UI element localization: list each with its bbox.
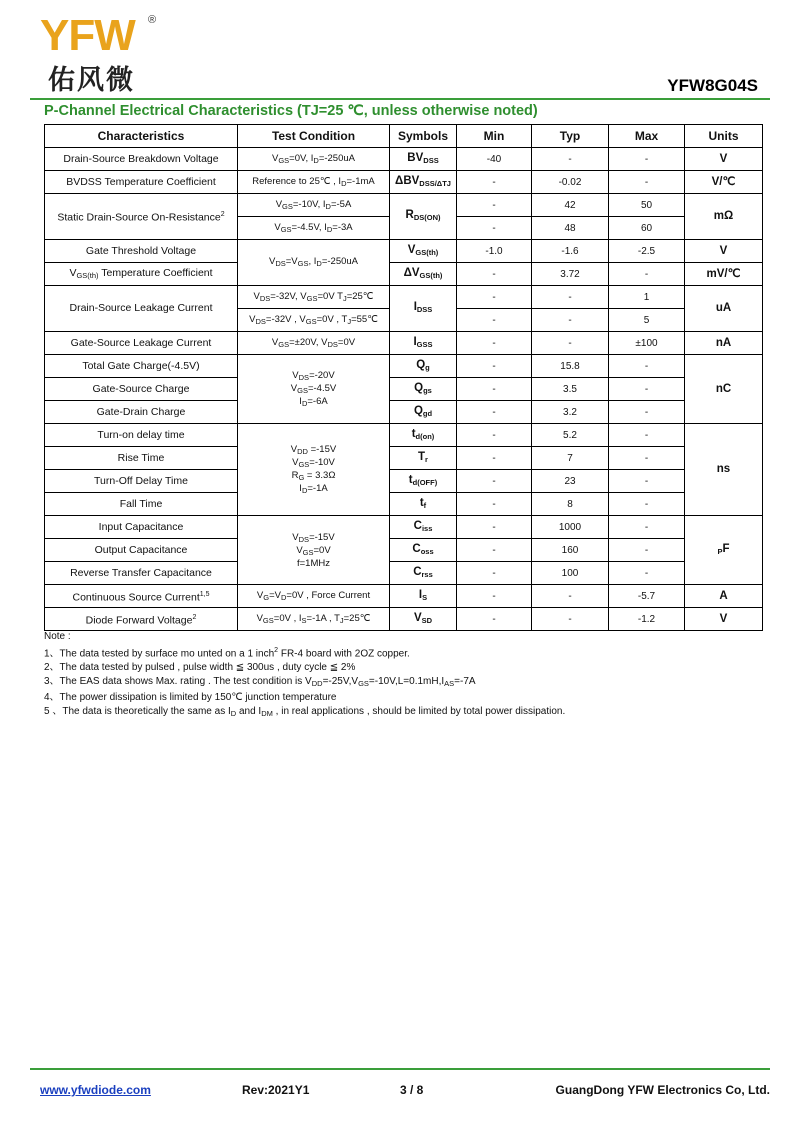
typ-cell: -1.6 [532, 240, 609, 263]
typ-cell: 15.8 [532, 355, 609, 378]
table-row [45, 194, 763, 217]
typ-cell: 5.2 [532, 424, 609, 447]
max-cell: - [609, 424, 685, 447]
condition-cell: $V_{GS}=-4.5V$, $I_D=-3A$ [238, 217, 390, 240]
characteristic-cell: Total Gate Charge(-4.5V) [45, 355, 238, 378]
min-cell: - [457, 447, 532, 470]
note-line: 2、The data tested by pulsed , pulse width ≦ 300us , duty cycle ≦ 2% [44, 662, 356, 674]
max-cell: -5.7 [609, 585, 685, 608]
max-cell: - [609, 516, 685, 539]
unit-cell: nA [685, 332, 763, 355]
unit-cell: $_P$F [685, 516, 763, 585]
col-header: Max [609, 125, 685, 148]
max-cell: - [609, 562, 685, 585]
characteristic-cell: Diode Forward Voltage$^2$ [45, 608, 238, 631]
typ-cell: 100 [532, 562, 609, 585]
symbol-cell: $\Delta V_{GS(th)}$ [390, 263, 457, 286]
min-cell: - [457, 217, 532, 240]
unit-cell: uA [685, 286, 763, 332]
symbol-cell: $V_{GS(th)}$ [390, 240, 457, 263]
min-cell: - [457, 470, 532, 493]
max-cell: - [609, 539, 685, 562]
symbol-cell: $BV_{DSS}$ [390, 148, 457, 171]
characteristics-table [44, 124, 763, 631]
condition-cell: $V_{GS}=\pm 20V$, $V_{DS}=0V$ [238, 332, 390, 355]
typ-cell: 7 [532, 447, 609, 470]
symbol-cell: $T_r$ [390, 447, 457, 470]
symbol-cell: $V_{SD}$ [390, 608, 457, 631]
col-header: Symbols [390, 125, 457, 148]
typ-cell: -0.02 [532, 171, 609, 194]
unit-cell: V [685, 148, 763, 171]
symbol-cell: $I_{GSS}$ [390, 332, 457, 355]
min-cell: - [457, 424, 532, 447]
condition-cell: $V_{GS}=0V$ , $I_S=-1A$ , $T_J=25℃$ [238, 608, 390, 631]
unit-cell: mΩ [685, 194, 763, 240]
col-header: Test Condition [238, 125, 390, 148]
min-cell: -1.0 [457, 240, 532, 263]
unit-cell: V [685, 608, 763, 631]
unit-cell: A [685, 585, 763, 608]
characteristic-cell: Rise Time [45, 447, 238, 470]
typ-cell: - [532, 148, 609, 171]
part-number: YFW8G04S [667, 76, 758, 95]
logo-chinese: 佑风微 [48, 65, 135, 96]
symbol-cell: $t_{d(OFF)}$ [390, 470, 457, 493]
registered-mark: ® [148, 14, 157, 26]
condition-cell: $V_{DS}=-15V$ $V_{GS}=0V$ f=1MHz [238, 516, 390, 585]
notes-section [44, 630, 565, 721]
typ-cell: - [532, 286, 609, 309]
min-cell: - [457, 539, 532, 562]
symbol-cell: $Q_{gs}$ [390, 378, 457, 401]
symbol-cell: $C_{rss}$ [390, 562, 457, 585]
max-cell: -1.2 [609, 608, 685, 631]
condition-cell: $V_{GS}=-10V$, $I_D=-5A$ [238, 194, 390, 217]
table-row [45, 470, 763, 493]
characteristic-cell: $V_{GS(th)}$ Temperature Coefficient [45, 263, 238, 286]
symbol-cell: $C_{iss}$ [390, 516, 457, 539]
min-cell: - [457, 516, 532, 539]
typ-cell: - [532, 309, 609, 332]
unit-cell: nC [685, 355, 763, 424]
col-header: Characteristics [45, 125, 238, 148]
page-number: 3 / 8 [400, 1083, 424, 1097]
condition-cell: $V_{DS}=-32V$, $V_{GS}=0V$ $T_J=25℃$ [238, 286, 390, 309]
max-cell: 1 [609, 286, 685, 309]
col-header: Min [457, 125, 532, 148]
min-cell: - [457, 171, 532, 194]
table-row [45, 263, 763, 286]
max-cell: -2.5 [609, 240, 685, 263]
typ-cell: 23 [532, 470, 609, 493]
col-header: Units [685, 125, 763, 148]
table-row [45, 148, 763, 171]
website-link[interactable]: www.yfwdiode.com [40, 1083, 151, 1097]
max-cell: - [609, 493, 685, 516]
min-cell: - [457, 286, 532, 309]
min-cell: - [457, 332, 532, 355]
table-row [45, 493, 763, 516]
condition-cell: Reference to 25℃ , $I_D=-1mA$ [238, 171, 390, 194]
unit-cell: V/℃ [685, 171, 763, 194]
condition-cell: $V_{DS}=-20V$ $V_{GS}=-4.5V$ $I_D=-6A$ [238, 355, 390, 424]
symbol-cell: $C_{oss}$ [390, 539, 457, 562]
characteristic-cell: Static Drain-Source On-Resistance$^2$ [45, 194, 238, 240]
symbol-cell: $\Delta BV_{DSS/\Delta TJ}$ [390, 171, 457, 194]
characteristic-cell: Gate-Drain Charge [45, 401, 238, 424]
unit-cell: ns [685, 424, 763, 516]
table-row [45, 355, 763, 378]
table-header-row [45, 125, 763, 148]
unit-cell: mV/℃ [685, 263, 763, 286]
symbol-cell: $R_{DS(ON)}$ [390, 194, 457, 240]
characteristic-cell: Gate Threshold Voltage [45, 240, 238, 263]
min-cell: - [457, 493, 532, 516]
section-title: P-Channel Electrical Characteristics (TJ=25 ℃, unless otherwise noted) [44, 103, 538, 119]
min-cell: - [457, 263, 532, 286]
table-row [45, 424, 763, 447]
characteristic-cell: Turn-on delay time [45, 424, 238, 447]
table-row [45, 585, 763, 608]
logo-letters: YFW [40, 11, 135, 60]
characteristic-cell: Fall Time [45, 493, 238, 516]
condition-cell: $V_{DD} =-15V$ $V_{GS}=-10V$ $R_G = 3.3\Omega$ $I_D=-1A$ [238, 424, 390, 516]
typ-cell: 1000 [532, 516, 609, 539]
typ-cell: 3.5 [532, 378, 609, 401]
characteristic-cell: Gate-Source Leakage Current [45, 332, 238, 355]
symbol-cell: $I_S$ [390, 585, 457, 608]
table-row [45, 240, 763, 263]
min-cell: - [457, 355, 532, 378]
max-cell: 5 [609, 309, 685, 332]
symbol-cell: $Q_g$ [390, 355, 457, 378]
table-row [45, 562, 763, 585]
symbol-cell: $t_f$ [390, 493, 457, 516]
note-line: 3、The EAS data shows Max. rating . The test condition is $V_{DD}=-25V,V_{GS}=-10V,L=0.1mH,I_{AS}=-7A$ [44, 676, 476, 689]
table-row [45, 608, 763, 631]
max-cell: - [609, 378, 685, 401]
min-cell: - [457, 309, 532, 332]
min-cell: - [457, 608, 532, 631]
max-cell: - [609, 447, 685, 470]
typ-cell: 160 [532, 539, 609, 562]
characteristic-cell: Gate-Source Charge [45, 378, 238, 401]
max-cell: - [609, 355, 685, 378]
condition-cell: $V_{GS}=0V$, $I_D=-250uA$ [238, 148, 390, 171]
revision: Rev:2021Y1 [242, 1083, 310, 1097]
min-cell: - [457, 401, 532, 424]
note-line: 5 、The data is theoretically the same as $I_D$ and $I_{DM}$ , in real applications , should be limited by total power dissipation. [44, 706, 566, 719]
table-row [45, 171, 763, 194]
typ-cell: 3.2 [532, 401, 609, 424]
company-logo [40, 11, 160, 96]
table-row [45, 286, 763, 309]
note-line: 4、The power dissipation is limited by 150℃ junction temperature [44, 692, 337, 704]
note-line: 1、The data tested by surface mo unted on a 1 inch$^2$ FR-4 board with 2OZ copper. [44, 647, 410, 660]
typ-cell: - [532, 332, 609, 355]
table-row [45, 516, 763, 539]
table-row [45, 447, 763, 470]
characteristic-cell: Output Capacitance [45, 539, 238, 562]
max-cell: 60 [609, 217, 685, 240]
typ-cell: 42 [532, 194, 609, 217]
note-line: Note : [44, 631, 71, 642]
condition-cell: $V_{DS}=-32V$ , $V_{GS}=0V$ , $T_J=55℃$ [238, 309, 390, 332]
characteristic-cell: Continuous Source Current$^{1,5}$ [45, 585, 238, 608]
condition-cell: $V_{DS}=V_{GS}$, $I_D=-250uA$ [238, 240, 390, 286]
min-cell: - [457, 378, 532, 401]
company-name: GuangDong YFW Electronics Co, Ltd. [555, 1083, 770, 1097]
table-row [45, 332, 763, 355]
col-header: Typ [532, 125, 609, 148]
max-cell: - [609, 470, 685, 493]
unit-cell: V [685, 240, 763, 263]
symbol-cell: $t_{d(on)}$ [390, 424, 457, 447]
min-cell: - [457, 585, 532, 608]
symbol-cell: $Q_{gd}$ [390, 401, 457, 424]
min-cell: -40 [457, 148, 532, 171]
typ-cell: - [532, 608, 609, 631]
min-cell: - [457, 194, 532, 217]
table-row [45, 539, 763, 562]
characteristic-cell: Drain-Source Breakdown Voltage [45, 148, 238, 171]
characteristic-cell: Input Capacitance [45, 516, 238, 539]
typ-cell: 8 [532, 493, 609, 516]
header-divider [30, 98, 770, 100]
max-cell: - [609, 171, 685, 194]
max-cell: - [609, 401, 685, 424]
min-cell: - [457, 562, 532, 585]
characteristic-cell: Drain-Source Leakage Current [45, 286, 238, 332]
condition-cell: $V_G=V_D=0V$ , Force Current [238, 585, 390, 608]
max-cell: - [609, 263, 685, 286]
typ-cell: 48 [532, 217, 609, 240]
typ-cell: 3.72 [532, 263, 609, 286]
characteristic-cell: BVDSS Temperature Coefficient [45, 171, 238, 194]
max-cell: ±100 [609, 332, 685, 355]
characteristic-cell: Reverse Transfer Capacitance [45, 562, 238, 585]
table-row [45, 401, 763, 424]
typ-cell: - [532, 585, 609, 608]
max-cell: - [609, 148, 685, 171]
max-cell: 50 [609, 194, 685, 217]
symbol-cell: $I_{DSS}$ [390, 286, 457, 332]
characteristic-cell: Turn-Off Delay Time [45, 470, 238, 493]
footer-divider [30, 1068, 770, 1070]
table-row [45, 378, 763, 401]
